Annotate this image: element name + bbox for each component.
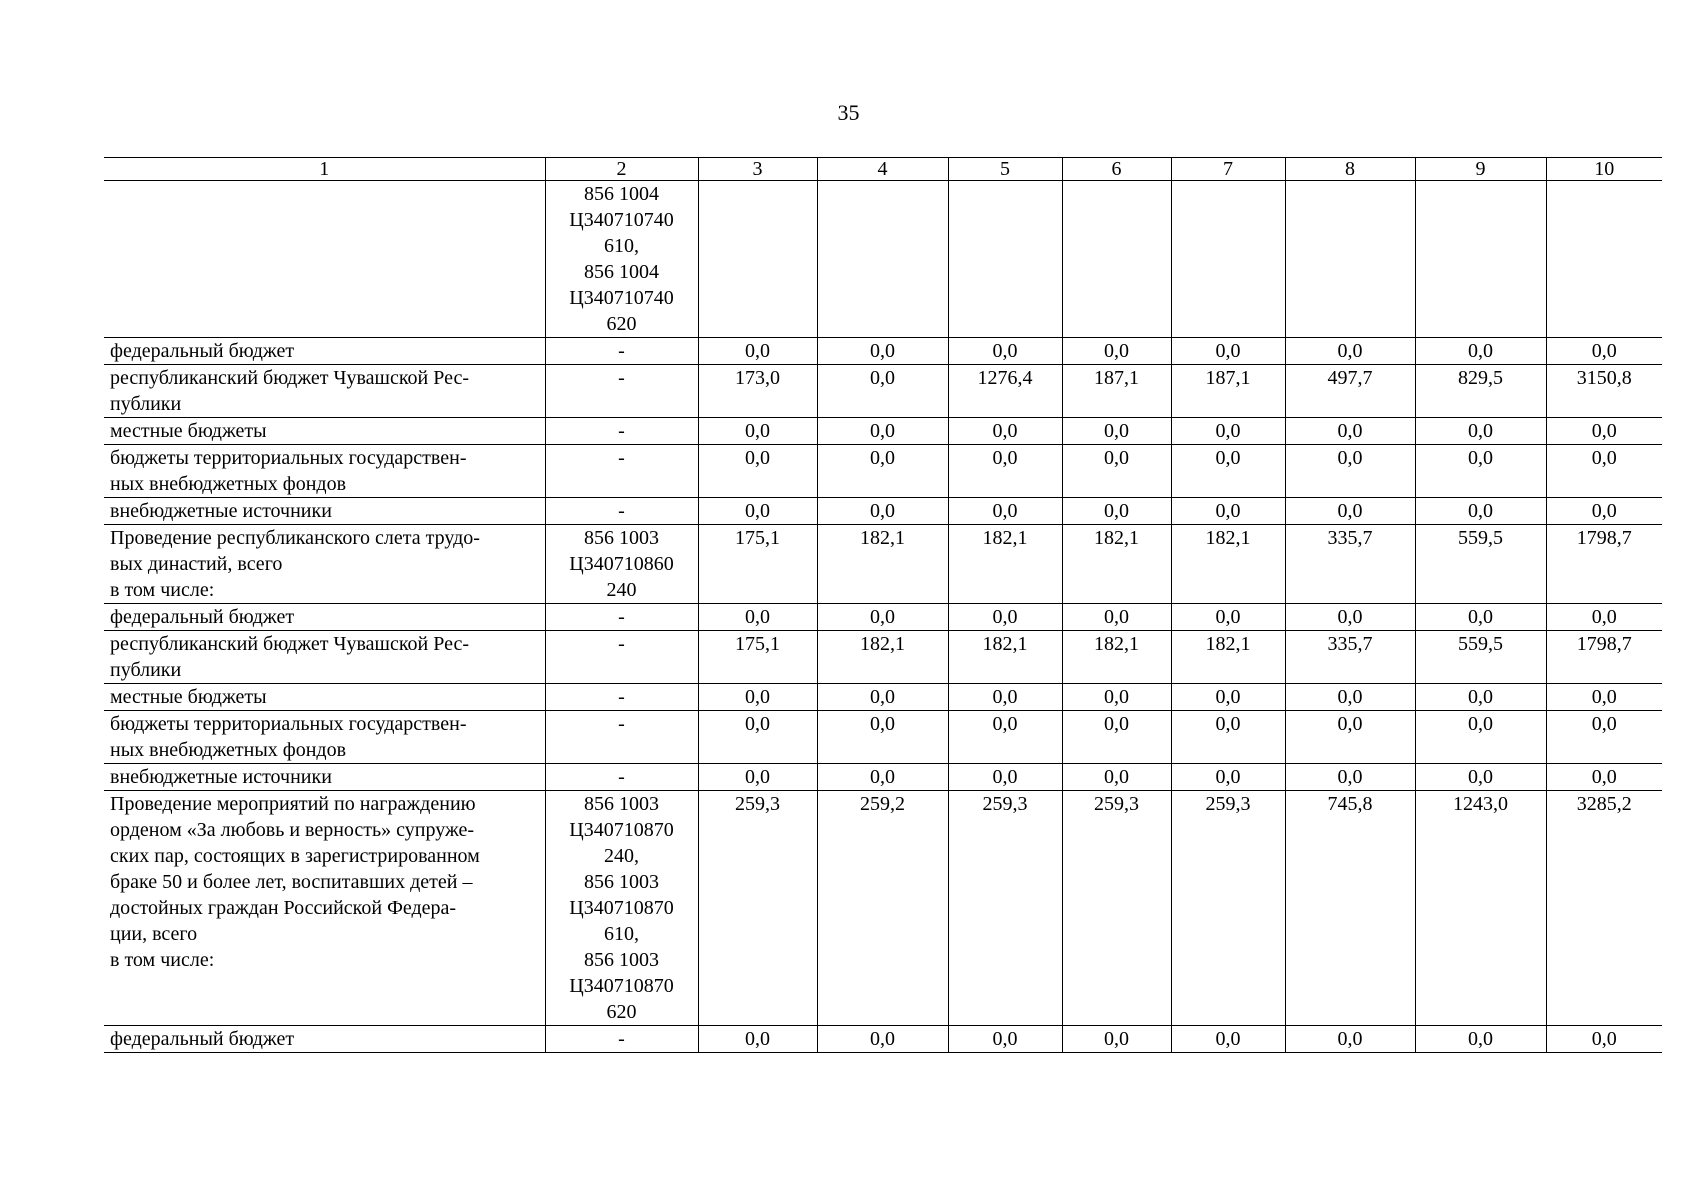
value-cell-col-5: 0,0 <box>948 1026 1062 1053</box>
value-cell-col-8: 0,0 <box>1285 338 1415 365</box>
value-cell-col-10: 1798,7 <box>1546 631 1662 684</box>
value-cell-col-3: 0,0 <box>698 445 817 498</box>
value-cell-col-9: 0,0 <box>1415 445 1546 498</box>
budget-code-line: Ц340710870 <box>569 975 674 997</box>
value-cell-col-3: 0,0 <box>698 604 817 631</box>
table-row <box>104 445 1662 498</box>
table-row <box>104 365 1662 418</box>
row-name-line: федеральный бюджет <box>110 606 295 628</box>
row-name <box>104 365 545 418</box>
budget-code-line: 240 <box>606 579 637 601</box>
value-cell-col-3 <box>698 181 817 338</box>
value-cell-col-9: 0,0 <box>1415 711 1546 764</box>
value-cell-col-7: 0,0 <box>1171 764 1285 791</box>
budget-code-line: - <box>618 340 625 362</box>
value-cell-col-10: 0,0 <box>1546 711 1662 764</box>
row-name-line: местные бюджеты <box>110 686 267 708</box>
value-cell-col-9: 829,5 <box>1415 365 1546 418</box>
value-cell-col-5: 0,0 <box>948 684 1062 711</box>
budget-code-line: - <box>618 713 625 735</box>
budget-code-line: - <box>618 500 625 522</box>
value-cell-col-9 <box>1415 181 1546 338</box>
value-cell-col-5: 0,0 <box>948 418 1062 445</box>
value-cell-col-5: 0,0 <box>948 338 1062 365</box>
table-row <box>104 711 1662 764</box>
column-number-row <box>104 158 1662 181</box>
row-name <box>104 711 545 764</box>
value-cell-col-10 <box>1546 181 1662 338</box>
value-cell-col-3: 259,3 <box>698 791 817 1026</box>
value-cell-col-7: 0,0 <box>1171 418 1285 445</box>
value-cell-col-5: 0,0 <box>948 604 1062 631</box>
row-name-line: вых династий, всего <box>110 553 283 575</box>
budget-code-line: - <box>618 447 625 469</box>
row-name-line: внебюджетные источники <box>110 766 332 788</box>
budget-code-line: - <box>618 766 625 788</box>
row-budget-code <box>545 791 698 1026</box>
value-cell-col-5: 0,0 <box>948 711 1062 764</box>
value-cell-col-8: 0,0 <box>1285 418 1415 445</box>
budget-code-line: 620 <box>606 1001 637 1023</box>
table-row <box>104 525 1662 604</box>
table-row <box>104 604 1662 631</box>
table-row <box>104 684 1662 711</box>
row-name <box>104 181 545 338</box>
value-cell-col-9: 0,0 <box>1415 498 1546 525</box>
value-cell-col-6: 0,0 <box>1062 418 1171 445</box>
value-cell-col-8: 0,0 <box>1285 1026 1415 1053</box>
value-cell-col-5: 0,0 <box>948 764 1062 791</box>
column-number-8: 8 <box>1285 158 1415 181</box>
value-cell-col-3: 0,0 <box>698 1026 817 1053</box>
column-number-2: 2 <box>545 158 698 181</box>
value-cell-col-5: 0,0 <box>948 498 1062 525</box>
value-cell-col-8: 0,0 <box>1285 684 1415 711</box>
budget-code-line: - <box>618 1028 625 1050</box>
value-cell-col-7: 187,1 <box>1171 365 1285 418</box>
row-budget-code <box>545 631 698 684</box>
value-cell-col-4: 0,0 <box>817 365 948 418</box>
value-cell-col-9: 0,0 <box>1415 604 1546 631</box>
table-row <box>104 764 1662 791</box>
value-cell-col-4 <box>817 181 948 338</box>
value-cell-col-6: 182,1 <box>1062 631 1171 684</box>
value-cell-col-10: 0,0 <box>1546 684 1662 711</box>
row-name <box>104 1026 545 1053</box>
value-cell-col-7: 182,1 <box>1171 525 1285 604</box>
value-cell-col-5: 259,3 <box>948 791 1062 1026</box>
value-cell-col-3: 175,1 <box>698 631 817 684</box>
value-cell-col-4: 0,0 <box>817 1026 948 1053</box>
value-cell-col-6: 187,1 <box>1062 365 1171 418</box>
value-cell-col-5 <box>948 181 1062 338</box>
row-name-line: достойных граждан Российской Федера- <box>110 897 457 919</box>
value-cell-col-10: 0,0 <box>1546 338 1662 365</box>
budget-code-line: Ц340710870 <box>569 897 674 919</box>
row-budget-code <box>545 338 698 365</box>
value-cell-col-8: 0,0 <box>1285 445 1415 498</box>
column-number-4: 4 <box>817 158 948 181</box>
budget-code-line: 856 1003 <box>584 949 659 971</box>
row-budget-code <box>545 445 698 498</box>
value-cell-col-9: 0,0 <box>1415 684 1546 711</box>
table-row <box>104 498 1662 525</box>
value-cell-col-4: 0,0 <box>817 684 948 711</box>
value-cell-col-4: 0,0 <box>817 418 948 445</box>
value-cell-col-4: 0,0 <box>817 445 948 498</box>
row-name-line: бюджеты территориальных государствен- <box>110 713 467 735</box>
value-cell-col-8: 0,0 <box>1285 498 1415 525</box>
row-name-line: республиканский бюджет Чувашской Рес- <box>110 633 470 655</box>
row-name <box>104 338 545 365</box>
budget-code-line: 610, <box>604 923 639 945</box>
value-cell-col-3: 0,0 <box>698 498 817 525</box>
budget-code-line: Ц340710860 <box>569 553 674 575</box>
row-name <box>104 418 545 445</box>
value-cell-col-9: 559,5 <box>1415 525 1546 604</box>
column-number-9: 9 <box>1415 158 1546 181</box>
value-cell-col-10: 0,0 <box>1546 418 1662 445</box>
row-name-line: ции, всего <box>110 923 198 945</box>
row-name-line: браке 50 и более лет, воспитавших детей – <box>110 871 473 893</box>
value-cell-col-6: 0,0 <box>1062 338 1171 365</box>
budget-code-line: 856 1003 <box>584 871 659 893</box>
budget-code-line: 610, <box>604 235 639 257</box>
column-number-3: 3 <box>698 158 817 181</box>
value-cell-col-6: 0,0 <box>1062 1026 1171 1053</box>
row-budget-code <box>545 525 698 604</box>
value-cell-col-7: 182,1 <box>1171 631 1285 684</box>
row-name-line: в том числе: <box>110 949 215 971</box>
value-cell-col-5: 0,0 <box>948 445 1062 498</box>
value-cell-col-8: 497,7 <box>1285 365 1415 418</box>
value-cell-col-4: 0,0 <box>817 711 948 764</box>
value-cell-col-3: 0,0 <box>698 418 817 445</box>
value-cell-col-7: 0,0 <box>1171 1026 1285 1053</box>
row-budget-code <box>545 711 698 764</box>
row-name-line: федеральный бюджет <box>110 340 295 362</box>
value-cell-col-10: 0,0 <box>1546 1026 1662 1053</box>
value-cell-col-7: 0,0 <box>1171 684 1285 711</box>
value-cell-col-7: 259,3 <box>1171 791 1285 1026</box>
value-cell-col-3: 0,0 <box>698 338 817 365</box>
value-cell-col-6 <box>1062 181 1171 338</box>
row-name-line: Проведение республиканского слета трудо- <box>110 527 480 549</box>
budget-code-line: - <box>618 420 625 442</box>
value-cell-col-3: 0,0 <box>698 764 817 791</box>
row-budget-code <box>545 1026 698 1053</box>
budget-code-line: Ц340710740 <box>569 287 674 309</box>
row-name-line: публики <box>110 659 182 681</box>
row-name-line: бюджеты территориальных государствен- <box>110 447 467 469</box>
row-name <box>104 631 545 684</box>
row-budget-code <box>545 181 698 338</box>
value-cell-col-7: 0,0 <box>1171 445 1285 498</box>
row-name <box>104 764 545 791</box>
row-budget-code <box>545 365 698 418</box>
value-cell-col-3: 0,0 <box>698 684 817 711</box>
value-cell-col-8: 0,0 <box>1285 711 1415 764</box>
budget-code-line: 856 1004 <box>584 261 659 283</box>
value-cell-col-4: 0,0 <box>817 498 948 525</box>
value-cell-col-6: 0,0 <box>1062 498 1171 525</box>
row-name <box>104 525 545 604</box>
value-cell-col-8: 335,7 <box>1285 631 1415 684</box>
value-cell-col-8: 335,7 <box>1285 525 1415 604</box>
table-row <box>104 338 1662 365</box>
row-budget-code <box>545 604 698 631</box>
row-name-line: ских пар, состоящих в зарегистрированном <box>110 845 480 867</box>
row-name-line: местные бюджеты <box>110 420 267 442</box>
value-cell-col-5: 182,1 <box>948 525 1062 604</box>
value-cell-col-10: 0,0 <box>1546 445 1662 498</box>
row-name-line: в том числе: <box>110 579 215 601</box>
row-name <box>104 498 545 525</box>
value-cell-col-7: 0,0 <box>1171 338 1285 365</box>
column-number-7: 7 <box>1171 158 1285 181</box>
page-number: 35 <box>837 100 860 125</box>
value-cell-col-7: 0,0 <box>1171 711 1285 764</box>
value-cell-col-4: 182,1 <box>817 525 948 604</box>
value-cell-col-10: 1798,7 <box>1546 525 1662 604</box>
value-cell-col-7: 0,0 <box>1171 498 1285 525</box>
value-cell-col-10: 0,0 <box>1546 764 1662 791</box>
value-cell-col-4: 259,2 <box>817 791 948 1026</box>
table-row <box>104 1026 1662 1053</box>
column-number-5: 5 <box>948 158 1062 181</box>
value-cell-col-8: 745,8 <box>1285 791 1415 1026</box>
budget-code-line: 620 <box>606 313 637 335</box>
value-cell-col-5: 182,1 <box>948 631 1062 684</box>
row-budget-code <box>545 418 698 445</box>
row-name-line: федеральный бюджет <box>110 1028 295 1050</box>
value-cell-col-3: 0,0 <box>698 711 817 764</box>
value-cell-col-6: 182,1 <box>1062 525 1171 604</box>
value-cell-col-4: 0,0 <box>817 338 948 365</box>
budget-code-line: 856 1003 <box>584 793 659 815</box>
table-row <box>104 631 1662 684</box>
value-cell-col-10: 3285,2 <box>1546 791 1662 1026</box>
table-row <box>104 418 1662 445</box>
budget-code-line: Ц340710870 <box>569 819 674 841</box>
value-cell-col-10: 3150,8 <box>1546 365 1662 418</box>
value-cell-col-9: 0,0 <box>1415 338 1546 365</box>
budget-code-line: - <box>618 633 625 655</box>
budget-code-line: 240, <box>604 845 639 867</box>
value-cell-col-6: 0,0 <box>1062 764 1171 791</box>
row-name-line: ных внебюджетных фондов <box>110 473 347 495</box>
row-budget-code <box>545 684 698 711</box>
row-name-line: Проведение мероприятий по награждению <box>110 793 476 815</box>
value-cell-col-10: 0,0 <box>1546 604 1662 631</box>
budget-code-line: 856 1003 <box>584 527 659 549</box>
value-cell-col-9: 0,0 <box>1415 1026 1546 1053</box>
column-number-10: 10 <box>1546 158 1662 181</box>
value-cell-col-6: 259,3 <box>1062 791 1171 1026</box>
row-name-line: республиканский бюджет Чувашской Рес- <box>110 367 470 389</box>
value-cell-col-3: 175,1 <box>698 525 817 604</box>
row-name-line: публики <box>110 393 182 415</box>
value-cell-col-5: 1276,4 <box>948 365 1062 418</box>
value-cell-col-6: 0,0 <box>1062 711 1171 764</box>
value-cell-col-8 <box>1285 181 1415 338</box>
value-cell-col-9: 1243,0 <box>1415 791 1546 1026</box>
value-cell-col-4: 0,0 <box>817 604 948 631</box>
value-cell-col-3: 173,0 <box>698 365 817 418</box>
value-cell-col-9: 0,0 <box>1415 764 1546 791</box>
row-name <box>104 791 545 1026</box>
column-number-6: 6 <box>1062 158 1171 181</box>
row-name-line: ных внебюджетных фондов <box>110 739 347 761</box>
value-cell-col-7: 0,0 <box>1171 604 1285 631</box>
value-cell-col-9: 0,0 <box>1415 418 1546 445</box>
budget-code-line: Ц340710740 <box>569 209 674 231</box>
budget-code-line: 856 1004 <box>584 183 659 205</box>
row-budget-code <box>545 498 698 525</box>
budget-code-line: - <box>618 606 625 628</box>
budget-code-line: - <box>618 367 625 389</box>
value-cell-col-4: 0,0 <box>817 764 948 791</box>
row-name <box>104 684 545 711</box>
value-cell-col-7 <box>1171 181 1285 338</box>
budget-code-line: - <box>618 686 625 708</box>
value-cell-col-10: 0,0 <box>1546 498 1662 525</box>
value-cell-col-8: 0,0 <box>1285 764 1415 791</box>
column-number-1: 1 <box>104 158 545 181</box>
value-cell-col-8: 0,0 <box>1285 604 1415 631</box>
row-name <box>104 445 545 498</box>
value-cell-col-6: 0,0 <box>1062 684 1171 711</box>
row-name <box>104 604 545 631</box>
table-row <box>104 791 1662 1026</box>
value-cell-col-9: 559,5 <box>1415 631 1546 684</box>
row-name-line: орденом «За любовь и верность» супруже- <box>110 819 475 841</box>
budget-table <box>104 157 1662 1053</box>
row-budget-code <box>545 764 698 791</box>
value-cell-col-4: 182,1 <box>817 631 948 684</box>
table-row <box>104 181 1662 338</box>
row-name-line: внебюджетные источники <box>110 500 332 522</box>
value-cell-col-6: 0,0 <box>1062 445 1171 498</box>
value-cell-col-6: 0,0 <box>1062 604 1171 631</box>
